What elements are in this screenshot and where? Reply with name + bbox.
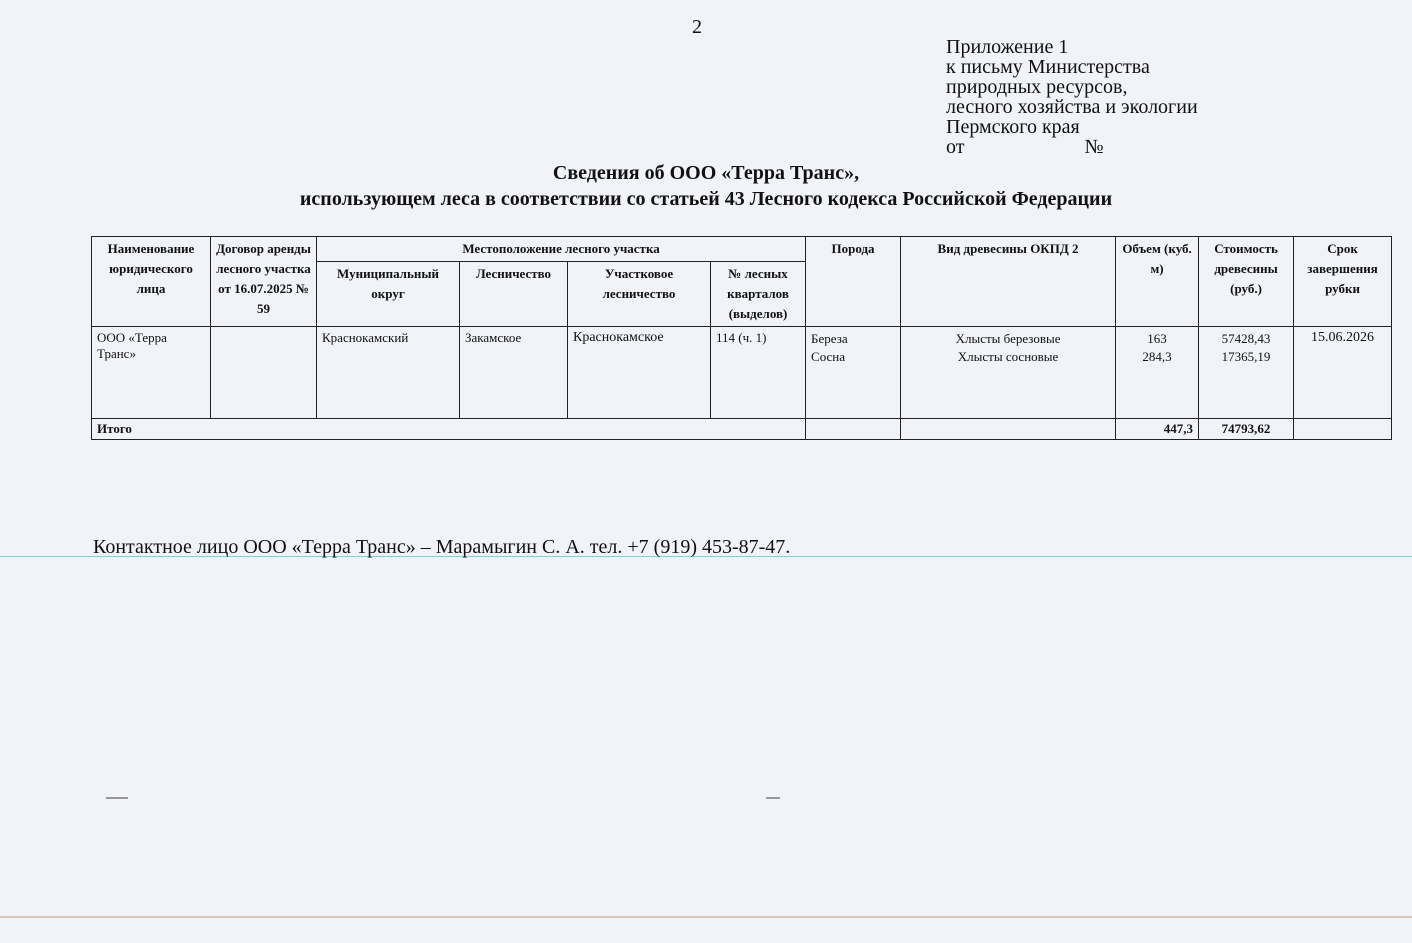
total-empty	[901, 419, 1116, 440]
species-pine: Сосна	[811, 349, 846, 364]
title-line-1: Сведения об ООО «Терра Транс»,	[552, 162, 860, 184]
total-row	[92, 419, 1392, 440]
cell-forestry: Закамское	[460, 327, 568, 419]
appendix-line: от №	[946, 136, 1104, 158]
header-location: Местоположение лесного участка	[317, 237, 806, 262]
forest-use-table	[91, 236, 1392, 440]
species-birch: Береза	[811, 331, 848, 346]
cell-volume	[1116, 327, 1199, 419]
cell-cost	[1199, 327, 1294, 419]
cell-entity-name: ООО «Терра Транс»	[92, 327, 211, 419]
total-volume: 447,3	[1116, 419, 1199, 440]
header-forestry: Лесничество	[460, 262, 568, 327]
header-row	[92, 237, 1392, 262]
total-cost: 74793,62	[1199, 419, 1294, 440]
cell-district-forestry: Краснокамское	[568, 327, 711, 419]
appendix-line: природных ресурсов,	[946, 76, 1128, 98]
header-contract: Договор аренды лесного участка от 16.07.2025 № 59	[211, 237, 317, 327]
scan-line-tan	[0, 916, 1412, 918]
header-deadline: Срок завершения рубки	[1294, 237, 1392, 327]
header-quarters: № лесных кварталов (выделов)	[711, 262, 806, 327]
document-title	[0, 160, 1412, 212]
scan-mark	[106, 797, 128, 799]
header-species: Порода	[806, 237, 901, 327]
volume-birch: 163	[1147, 331, 1167, 346]
scan-mark	[766, 797, 780, 799]
header-district-forestry: Участковое лесничество	[568, 262, 711, 327]
header-volume: Объем (куб. м)	[1116, 237, 1199, 327]
volume-pine: 284,3	[1142, 349, 1172, 364]
cost-birch: 57428,43	[1221, 331, 1271, 346]
total-empty	[1294, 419, 1392, 440]
page-number: 2	[692, 16, 702, 38]
header-municipal-district: Муниципальный округ	[317, 262, 460, 327]
cell-species	[806, 327, 901, 419]
cell-municipal-district: Краснокамский	[317, 327, 460, 419]
cell-quarters: 114 (ч. 1)	[711, 327, 806, 419]
header-entity-name: Наименование юридического лица	[92, 237, 211, 327]
contact-line: Контактное лицо ООО «Терра Транс» – Марамыгин С. А. тел. +7 (919) 453-87-47.	[93, 536, 791, 558]
cell-contract-continued	[211, 327, 317, 419]
cost-pine: 17365,19	[1221, 349, 1271, 364]
header-cost: Стоимость древесины (руб.)	[1199, 237, 1294, 327]
appendix-block	[946, 37, 1198, 157]
cell-wood-type	[901, 327, 1116, 419]
total-label: Итого	[92, 419, 806, 440]
title-line-2: использующем леса в соответствии со статьей 43 Лесного кодекса Российской Федерации	[299, 188, 1113, 210]
appendix-line: Пермского края	[946, 116, 1080, 138]
wood-type-pine: Хлысты сосновые	[957, 349, 1059, 364]
total-empty	[806, 419, 901, 440]
header-wood-type: Вид древесины ОКПД 2	[901, 237, 1116, 327]
appendix-line: лесного хозяйства и экологии	[946, 96, 1198, 118]
cell-deadline: 15.06.2026	[1294, 327, 1392, 419]
appendix-line: к письму Министерства	[946, 56, 1150, 78]
wood-type-birch: Хлысты березовые	[955, 331, 1061, 346]
table-row	[92, 327, 1392, 419]
appendix-line: Приложение 1	[946, 36, 1069, 58]
